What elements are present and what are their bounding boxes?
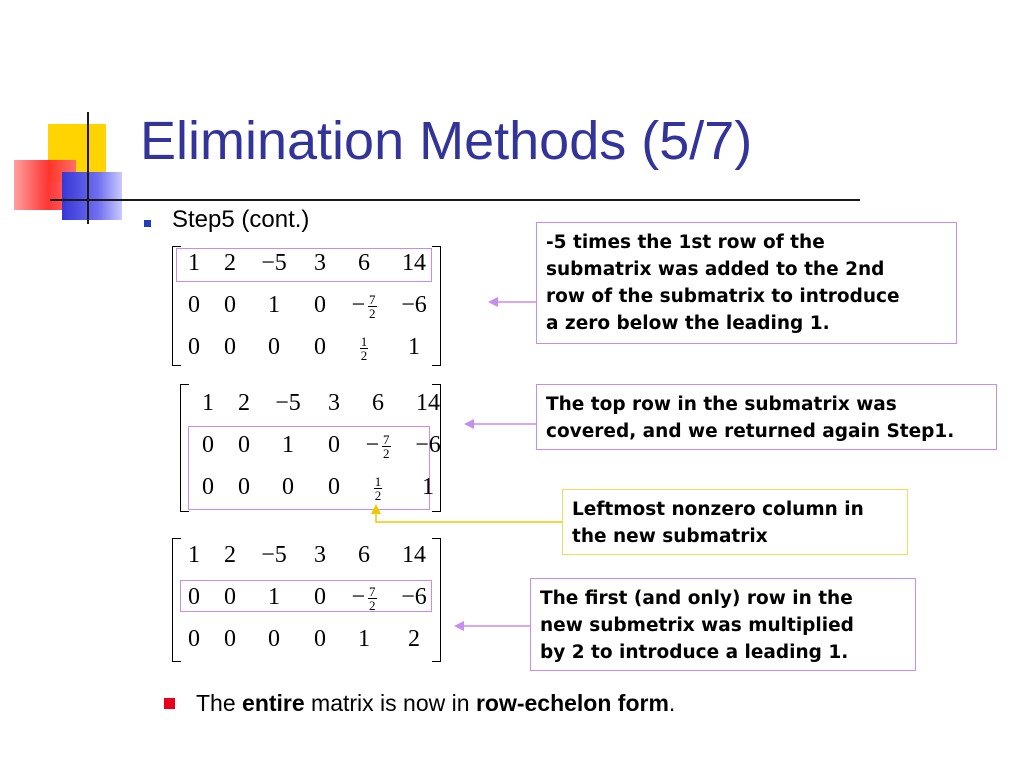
note-1-line: -5 times the 1st row of the (546, 232, 825, 253)
matrix-cell: − $\frac{7}{2}$ (351, 291, 376, 321)
footer-suffix: . (668, 690, 676, 716)
note-1-line: submatrix was added to the 2nd (546, 259, 885, 280)
note-4-line: by 2 to introduce a leading 1. (540, 642, 849, 663)
matrix-cell: 0 (188, 292, 200, 318)
note-3-line: Leftmost nonzero column in (572, 499, 864, 520)
matrix-cell: 6 (372, 390, 384, 416)
matrix-cell: 3 (314, 250, 326, 276)
matrix-cell: 1 (408, 334, 420, 360)
matrix-cell: 0 (188, 584, 200, 610)
matrix-cell: 2 (224, 542, 236, 568)
matrix-cell: 2 (408, 626, 420, 652)
note-box-2 (536, 384, 997, 450)
matrix-cell: 1 (268, 292, 280, 318)
matrix-cell: 0 (268, 334, 280, 360)
matrix-cell: −5 (261, 250, 287, 276)
matrix-cell: 0 (238, 474, 250, 500)
matrix-cell: 3 (328, 390, 340, 416)
matrix-cell: 3 (314, 542, 326, 568)
footer-bold-entire: entire (242, 690, 305, 716)
matrix-cell: −5 (261, 542, 287, 568)
matrix-cell: − $\frac{7}{2}$ (351, 583, 376, 613)
matrix-cell: −6 (415, 432, 441, 458)
matrix-cell: 0 (188, 626, 200, 652)
matrix-cell: 0 (328, 474, 340, 500)
slide-title: Elimination Methods (5/7) (140, 111, 753, 171)
arrow-note2 (464, 419, 536, 429)
matrix-cell: 1 (188, 542, 200, 568)
footer-middle: matrix is now in (304, 690, 476, 716)
matrix-cell: 1 (358, 626, 370, 652)
note-4-line: The first (and only) row in the (540, 588, 853, 609)
note-4-line: new submetrix was multiplied (540, 615, 854, 636)
matrix-cell: 1 (202, 390, 214, 416)
matrix-cell: 0 (188, 334, 200, 360)
matrix-cell: 1 (268, 584, 280, 610)
matrix-cell: 6 (358, 250, 370, 276)
matrix-cell: 2 (238, 390, 250, 416)
note-2-line: The top row in the submatrix was (546, 394, 897, 415)
matrix-cell: 2 (224, 250, 236, 276)
note-box-1 (536, 222, 957, 344)
matrix-cell: 0 (224, 626, 236, 652)
matrix-cell: $\frac{1}{2}$ (360, 333, 368, 363)
matrix-cell: 0 (224, 292, 236, 318)
matrix-cell: 0 (238, 432, 250, 458)
note-3-line: the new submatrix (572, 526, 768, 547)
matrix-cell: 0 (202, 474, 214, 500)
note-1-line: row of the submatrix to introduce (546, 286, 900, 307)
footer-prefix: The (196, 690, 243, 716)
note-box-3 (562, 489, 908, 555)
matrix-cell: 14 (402, 542, 426, 568)
matrix-cell: 0 (224, 334, 236, 360)
matrix-cell: 1 (422, 474, 434, 500)
arrow-note3 (371, 504, 562, 522)
matrix-cell: 0 (202, 432, 214, 458)
matrix-cell: 0 (282, 474, 294, 500)
matrix-cell: −6 (401, 292, 427, 318)
arrow-note4 (454, 621, 530, 631)
step-label: Step5 (cont.) (172, 206, 310, 233)
matrix-cell: 14 (416, 390, 440, 416)
footer-bold-rowechelon: row-echelon form (475, 690, 669, 716)
note-2-line: covered, and we returned again Step1. (546, 421, 955, 442)
matrix-cell: 0 (328, 432, 340, 458)
note-box-4 (530, 578, 916, 671)
matrix-cell: $\frac{1}{2}$ (374, 473, 382, 503)
bullet-red-square-icon (164, 698, 175, 709)
matrix-cell: 0 (224, 584, 236, 610)
matrix-cell: 0 (314, 584, 326, 610)
matrix-cell: 0 (268, 626, 280, 652)
matrix-cell: − $\frac{7}{2}$ (365, 431, 390, 461)
matrix-cell: −6 (401, 584, 427, 610)
matrix-cell: 1 (188, 250, 200, 276)
note-1-line: a zero below the leading 1. (546, 313, 830, 334)
matrix-cell: 6 (358, 542, 370, 568)
matrix-cell: 14 (402, 250, 426, 276)
matrix-cell: 0 (314, 334, 326, 360)
matrix-cell: −5 (275, 390, 301, 416)
matrix-cell: 0 (314, 626, 326, 652)
matrix-cell: 1 (282, 432, 294, 458)
footer-statement (196, 690, 675, 717)
matrix-cell: 0 (314, 292, 326, 318)
arrow-note1 (488, 297, 536, 307)
